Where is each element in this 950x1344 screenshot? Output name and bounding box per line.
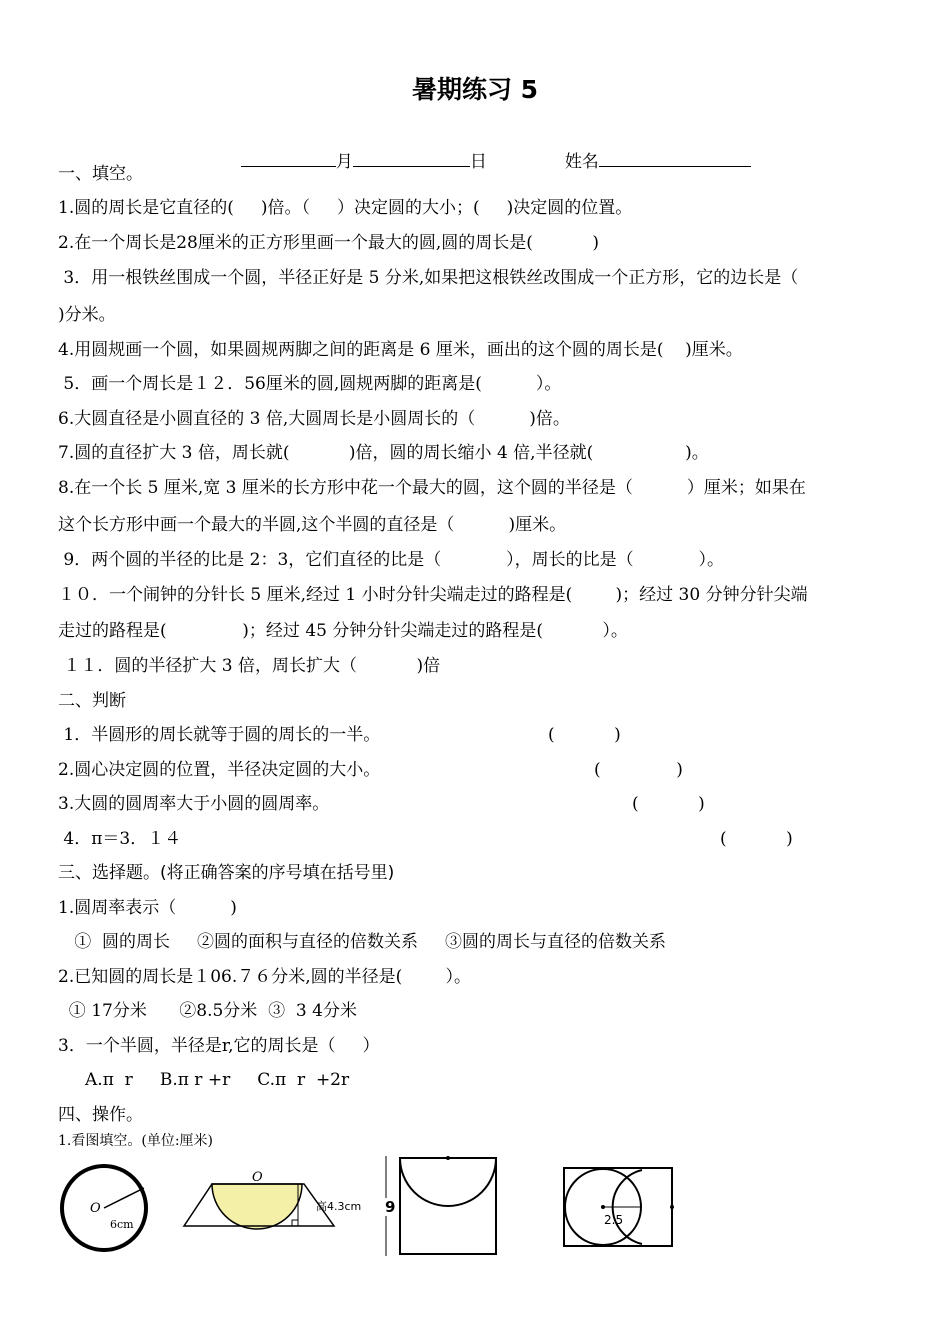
choice-1-options: ① 圆的周长 ②圆的面积与直径的倍数关系 ③圆的周长与直径的倍数关系 [58, 932, 667, 952]
section-1-heading: 一、填空。 [58, 164, 143, 184]
figure-rectangle-circles [560, 1164, 680, 1250]
header-date-name [230, 128, 751, 173]
judge-3-bracket[interactable]: ( ) [632, 794, 705, 814]
choice-3-options: A.π r B.π r +r C.π r +2r [58, 1070, 350, 1090]
judge-1: 1．半圆形的周长就等于圆的周长的一半。 [58, 725, 381, 745]
center-dot [446, 1156, 450, 1160]
judge-4-bracket[interactable]: ( ) [720, 829, 793, 849]
day-blank[interactable] [353, 150, 470, 167]
question-10-line-2: 走过的路程是( )；经过 45 分钟分针尖端走过的路程是( ）。 [58, 621, 628, 641]
question-2: 2.在一个周长是28厘米的正方形里画一个最大的圆,圆的周长是( ) [58, 233, 599, 253]
edge-dot [670, 1205, 674, 1209]
height-label: 高4.3cm [316, 1200, 362, 1213]
question-10-line-1: １０．一个闹钟的分针长 5 厘米,经过 1 小时分针尖端走过的路程是( )；经过 30 分钟分针尖端 [58, 585, 808, 605]
judge-2: 2.圆心决定圆的位置，半径决定圆的大小。 [58, 760, 381, 780]
name-blank[interactable] [599, 150, 751, 167]
question-6: 6.大圆直径是小圆直径的 3 倍,大圆周长是小圆周长的（ )倍。 [58, 409, 570, 429]
section-3-heading: 三、选择题。(将正确答案的序号填在括号里) [58, 863, 395, 883]
center-dot-2 [601, 1205, 605, 1209]
judge-1-bracket[interactable]: ( ) [548, 725, 621, 745]
section-4-heading: 四、操作。 [58, 1105, 143, 1125]
judge-3: 3.大圆的圆周率大于小圆的圆周率。 [58, 794, 330, 814]
choice-2-options: ① 17分米 ②8.5分米 ③ 3 4分米 [58, 1001, 357, 1021]
semicircle [212, 1184, 302, 1229]
question-3-line-2: )分米。 [58, 305, 116, 325]
question-8-line-1: 8.在一个长 5 厘米,宽 3 厘米的长方形中花一个最大的圆，这个圆的半径是（ ）厘米；如果在 [58, 478, 806, 498]
question-8-line-2: 这个长方形中画一个最大的半圆,这个半圆的直径是（ )厘米。 [58, 515, 567, 535]
side-length-label: 9 [385, 1198, 396, 1216]
month-label: 月 [335, 152, 353, 172]
name-label: 姓名 [564, 152, 599, 172]
section-4-subtitle: 1.看图填空。(单位:厘米) [58, 1133, 213, 1149]
month-blank[interactable] [241, 150, 336, 167]
choice-3: 3．一个半圆，半径是r,它的周长是（ ） [58, 1036, 380, 1056]
choice-1: 1.圆周率表示（ ) [58, 898, 237, 918]
center-label: O [90, 1201, 101, 1216]
question-7: 7.圆的直径扩大 3 倍，周长就( )倍，圆的周长缩小 4 倍,半径就( )。 [58, 443, 709, 463]
question-3-line-1: 3．用一根铁丝围成一个圆，半径正好是 5 分米,如果把这根铁丝改围成一个正方形，它的边长是（ [58, 268, 799, 288]
question-11: １１．圆的半径扩大 3 倍，周长扩大（ )倍 [58, 656, 441, 676]
judge-2-bracket[interactable]: ( ) [594, 760, 683, 780]
question-1: 1.圆的周长是它直径的( )倍。（ ）决定圆的大小；( )决定圆的位置。 [58, 198, 633, 218]
page-title: 暑期练习 5 [411, 75, 539, 104]
radius-label-2: 2.5 [604, 1213, 624, 1227]
right-angle-mark [292, 1220, 298, 1226]
figure-square-semicircle [382, 1152, 502, 1258]
question-9: 9．两个圆的半径的比是 2：3，它们直径的比是（ ），周长的比是（ ）。 [58, 550, 724, 570]
radius-label: 6cm [110, 1218, 134, 1231]
judge-4: 4．π＝3．１４ [58, 829, 182, 849]
choice-2: 2.已知圆的周长是１06.７６分米,圆的半径是( ）。 [58, 967, 472, 987]
semicircle-arc [400, 1158, 496, 1206]
question-4: 4.用圆规画一个圆，如果圆规两脚之间的距离是 6 厘米，画出的这个圆的周长是( )厘米。 [58, 340, 743, 360]
figure-circle-radius [58, 1160, 154, 1256]
day-label: 日 [469, 152, 487, 172]
center-label-2: O [252, 1170, 263, 1185]
figure-trapezoid-semicircle [182, 1168, 382, 1234]
question-5: 5．画一个周长是１２．56厘米的圆,圆规两脚的距离是( ）。 [58, 374, 562, 394]
section-2-heading: 二、判断 [58, 691, 126, 711]
radius-line [104, 1188, 144, 1208]
